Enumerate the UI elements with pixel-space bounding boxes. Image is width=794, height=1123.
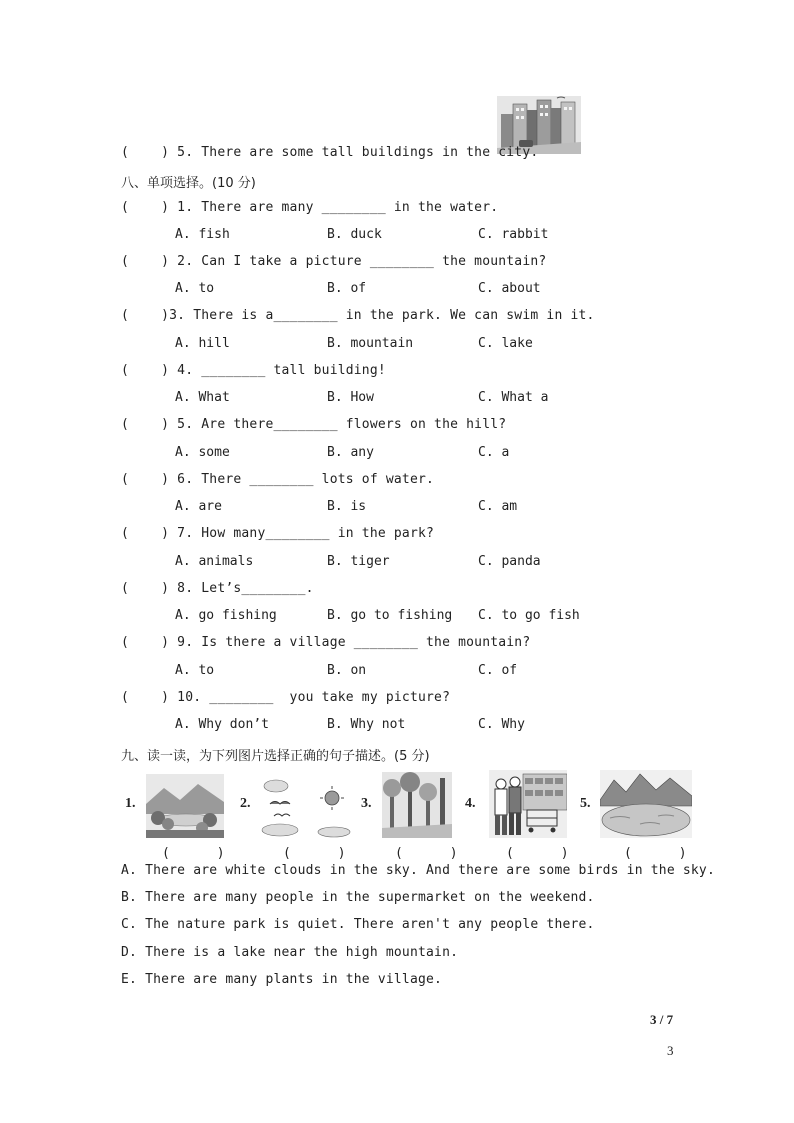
mc-question-1: ( ) 1. There are many ________ in the water. (121, 200, 499, 215)
mc-q4-option-b: B. How (327, 390, 374, 405)
mc-q7-option-c: C. panda (478, 554, 541, 569)
section-9-title: 九、读一读，为下列图片选择正确的句子描述。(5 分) (121, 749, 430, 764)
sentence-c: C. The nature park is quiet. There aren't any people there. (121, 917, 595, 932)
sentence-b: B. There are many people in the supermarket on the weekend. (121, 890, 595, 905)
supermarket-image (489, 770, 567, 838)
sentence-a: A. There are white clouds in the sky. And there are some birds in the sky. (121, 863, 715, 878)
picture-5-number: 5. (580, 796, 591, 811)
mc-q7-option-a: A. animals (175, 554, 254, 569)
mc-q6-option-a: A. are (175, 499, 222, 514)
mc-question-3: ( )3. There is a________ in the park. We can swim in it. (121, 308, 595, 323)
picture-2-number: 2. (240, 796, 251, 811)
mc-q4-option-a: A. What (175, 390, 230, 405)
mc-q1-option-c: C. rabbit (478, 227, 549, 242)
mc-question-2: ( ) 2. Can I take a picture ________ the mountain? (121, 254, 547, 269)
mc-q8-option-b: B. go to fishing (327, 608, 453, 623)
mc-q5-option-a: A. some (175, 445, 230, 460)
sentence-d: D. There is a lake near the high mountain. (121, 945, 459, 960)
picture-2-answer-blank[interactable]: ( ) (283, 846, 346, 861)
mc-question-4: ( ) 4. ________ tall building! (121, 363, 386, 378)
section-8-title: 八、单项选择。(10 分) (121, 176, 256, 191)
mountain-lake-image (600, 770, 692, 838)
page-number: 3 (667, 1043, 674, 1058)
mc-q5-option-c: C. a (478, 445, 510, 460)
clouds-birds-image (260, 774, 352, 838)
mc-q2-option-b: B. of (327, 281, 367, 296)
mc-q2-option-c: C. about (478, 281, 541, 296)
nature-park-image (382, 772, 452, 838)
mc-q8-option-c: C. to go fish (478, 608, 580, 623)
mc-q1-option-b: B. duck (327, 227, 382, 242)
picture-3-answer-blank[interactable]: ( ) (395, 846, 458, 861)
mc-question-10: ( ) 10. ________ you take my picture? (121, 690, 451, 705)
mc-question-6: ( ) 6. There ________ lots of water. (121, 472, 435, 487)
mc-question-5: ( ) 5. Are there________ flowers on the hill? (121, 417, 507, 432)
picture-1-answer-blank[interactable]: ( ) (162, 846, 225, 861)
page-fraction: 3 / 7 (650, 1012, 674, 1027)
picture-5-answer-blank[interactable]: ( ) (624, 846, 687, 861)
mc-q5-option-b: B. any (327, 445, 374, 460)
mc-q3-option-c: C. lake (478, 336, 533, 351)
mc-q2-option-a: A. to (175, 281, 215, 296)
picture-4-number: 4. (465, 796, 476, 811)
mc-q7-option-b: B. tiger (327, 554, 390, 569)
mc-q10-option-c: C. Why (478, 717, 525, 732)
mc-question-9: ( ) 9. Is there a village ________ the mountain? (121, 635, 531, 650)
mc-q1-option-a: A. fish (175, 227, 230, 242)
mc-q6-option-c: C. am (478, 499, 518, 514)
mc-question-8: ( ) 8. Let’s________. (121, 581, 314, 596)
mc-q4-option-c: C. What a (478, 390, 549, 405)
mc-q9-option-b: B. on (327, 663, 367, 678)
mc-q9-option-c: C. of (478, 663, 518, 678)
picture-4-answer-blank[interactable]: ( ) (506, 846, 569, 861)
mc-q8-option-a: A. go fishing (175, 608, 277, 623)
mc-q9-option-a: A. to (175, 663, 215, 678)
picture-3-number: 3. (361, 796, 372, 811)
question-5-text: ( ) 5. There are some tall buildings in the city. (121, 145, 539, 160)
mc-q10-option-b: B. Why not (327, 717, 406, 732)
picture-1-number: 1. (125, 796, 136, 811)
sentence-e: E. There are many plants in the village. (121, 972, 443, 987)
mc-q6-option-b: B. is (327, 499, 367, 514)
mc-q3-option-a: A. hill (175, 336, 230, 351)
mc-question-7: ( ) 7. How many________ in the park? (121, 526, 435, 541)
mc-q10-option-a: A. Why don’t (175, 717, 269, 732)
village-plants-image (146, 774, 224, 838)
mc-q3-option-b: B. mountain (327, 336, 414, 351)
